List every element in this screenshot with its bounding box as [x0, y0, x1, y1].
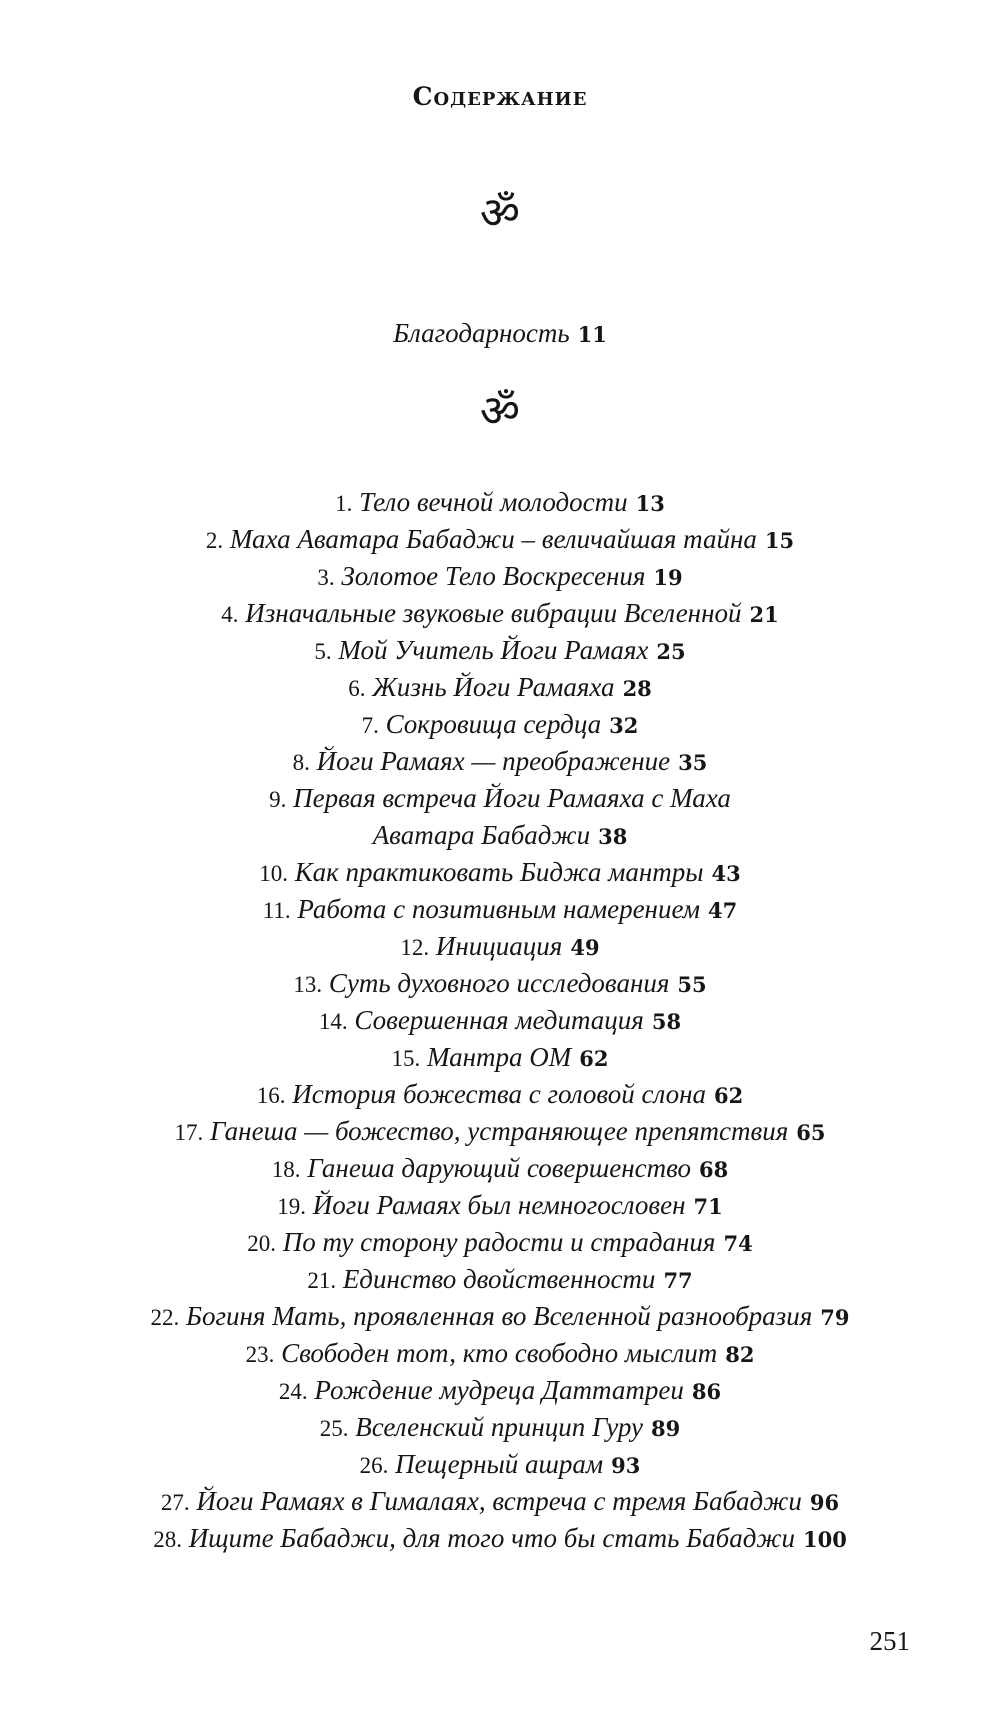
toc-entry-page: 86 [691, 1379, 722, 1404]
toc-entry-number: 17. [174, 1120, 204, 1145]
page-title: Содержание [412, 82, 588, 111]
toc-entry-page: 38 [598, 824, 628, 849]
toc-entry-title: Ищите Бабаджи, для того что бы стать Бабаджи [188, 1523, 795, 1553]
toc-entry [0, 1298, 1000, 1335]
toc-entry-number: 18. [271, 1157, 301, 1182]
toc-entry [0, 965, 1000, 1002]
toc-entry-number: 11. [262, 898, 291, 923]
toc-entry [0, 669, 1000, 706]
om-symbol-icon [470, 380, 530, 440]
toc-entry [0, 891, 1000, 928]
table-of-contents [0, 484, 1000, 1557]
svg-text:ॐ: ॐ [479, 386, 521, 437]
toc-entry-title: Йоги Рамаях в Гималаях, встреча с тремя Бабаджи [196, 1486, 802, 1516]
toc-entry [0, 1039, 1000, 1076]
toc-entry-title: Йоги Рамаях был немногословен [312, 1190, 686, 1220]
toc-entry-page: 13 [635, 491, 665, 516]
toc-entry [0, 928, 1000, 965]
toc-entry-title: Суть духовного исследования [328, 968, 670, 998]
toc-entry-number: 2. [205, 528, 224, 553]
toc-entry-page: 55 [677, 972, 707, 997]
toc-entry-title: Йоги Рамаях — преображение [316, 746, 671, 776]
toc-entry-number: 25. [319, 1416, 349, 1441]
toc-entry-title: Мантра ОМ [427, 1042, 572, 1072]
toc-entry [0, 743, 1000, 780]
toc-entry-page: 15 [764, 528, 795, 553]
toc-entry-title: Единство двойственности [342, 1264, 656, 1294]
toc-entry-number: 5. [314, 639, 332, 664]
toc-entry-number: 6. [348, 676, 366, 701]
toc-entry [0, 1076, 1000, 1113]
toc-entry-title: Ганеша — божество, устраняющее препятствия [210, 1116, 789, 1146]
toc-entry [0, 1446, 1000, 1483]
toc-entry [0, 521, 1000, 558]
toc-entry-title: Ганеша дарующий совершенство [307, 1153, 692, 1183]
toc-entry-title: История божества с головой слона [292, 1079, 707, 1109]
toc-entry-number: 7. [361, 713, 379, 738]
toc-entry-page: 35 [678, 750, 708, 775]
toc-entry [0, 1113, 1000, 1150]
toc-entry [0, 1409, 1000, 1446]
toc-entry-title: Изначальные звуковые вибрации Вселенной [245, 598, 742, 628]
toc-entry-page: 32 [609, 713, 639, 738]
toc-entry-title: Работа с позитивным намерением [297, 894, 700, 924]
toc-entry-title: Аватара Бабаджи [372, 820, 591, 850]
toc-entry-page: 43 [711, 861, 741, 886]
toc-entry [0, 1187, 1000, 1224]
toc-entry-title: Богиня Мать, проявленная во Вселенной разнообразия [186, 1301, 813, 1331]
toc-entry [0, 595, 1000, 632]
toc-entry-number: 13. [293, 972, 323, 997]
toc-entry-number: 3. [317, 565, 335, 590]
toc-entry-title: Совершенная медитация [354, 1005, 644, 1035]
toc-entry-number: 26. [359, 1453, 389, 1478]
toc-entry-page: 89 [650, 1416, 681, 1441]
toc-entry-title: Золотое Тело Воскресения [341, 561, 646, 591]
toc-entry [0, 1224, 1000, 1261]
toc-entry-number: 15. [391, 1046, 421, 1071]
toc-entry [0, 484, 1000, 521]
toc-entry [0, 1483, 1000, 1520]
toc-entry-title: Маха Аватара Бабаджи – величайшая тайна [229, 524, 757, 554]
toc-entry-page: 77 [663, 1268, 693, 1293]
om-symbol-icon [470, 182, 530, 242]
toc-entry-title: Сокровища сердца [385, 709, 602, 739]
toc-entry-page: 28 [622, 676, 652, 701]
toc-entry-number: 10. [259, 861, 288, 886]
toc-entry [0, 1002, 1000, 1039]
toc-entry-number: 22. [150, 1305, 180, 1330]
toc-entry [0, 706, 1000, 743]
toc-entry-title: Пещерный ашрам [395, 1449, 604, 1479]
toc-entry [0, 1261, 1000, 1298]
toc-entry [0, 780, 1000, 817]
toc-entry-title: Жизнь Йоги Рамаяха [372, 672, 615, 702]
toc-entry-page: 74 [723, 1231, 753, 1256]
toc-entry-number: 9. [269, 787, 287, 812]
toc-entry [0, 1150, 1000, 1187]
toc-entry-page: 62 [714, 1083, 744, 1108]
toc-entry-page: 49 [570, 935, 600, 960]
toc-entry-page: 100 [802, 1527, 847, 1552]
toc-entry-number: 24. [278, 1379, 308, 1404]
toc-entry-page: 82 [725, 1342, 755, 1367]
toc-entry-number: 28. [153, 1527, 182, 1552]
toc-entry-title: Первая встреча Йоги Рамаяха с Маха [293, 783, 731, 813]
toc-entry-number: 1. [335, 491, 353, 516]
toc-entry-number: 4. [221, 602, 239, 627]
toc-entry-number: 16. [256, 1083, 286, 1108]
toc-entry [0, 558, 1000, 595]
toc-entry-continued [0, 817, 1000, 854]
toc-entry [0, 632, 1000, 669]
toc-entry-title: Вселенский принцип Гуру [355, 1412, 643, 1442]
toc-entry-number: 23. [245, 1342, 275, 1367]
acknowledgement-entry [0, 318, 1000, 349]
toc-entry-page: 65 [796, 1120, 826, 1145]
toc-entry-page: 62 [579, 1046, 609, 1071]
toc-entry-title: Инициация [435, 931, 563, 961]
toc-entry-page: 47 [708, 898, 738, 923]
acknowledgement-title: Благодарность [393, 318, 570, 348]
toc-entry-number: 12. [400, 935, 430, 960]
toc-entry-title: Тело вечной молодости [359, 487, 628, 517]
acknowledgement-page: 11 [577, 322, 607, 347]
toc-entry [0, 1335, 1000, 1372]
page-number: 251 [869, 1626, 910, 1656]
toc-entry-number: 20. [247, 1231, 277, 1256]
toc-entry [0, 1372, 1000, 1409]
toc-entry [0, 1520, 1000, 1557]
toc-entry [0, 854, 1000, 891]
toc-entry-page: 71 [693, 1194, 723, 1219]
toc-entry-title: Свободен тот, кто свободно мыслит [281, 1338, 718, 1368]
toc-entry-number: 19. [277, 1194, 307, 1219]
toc-entry-page: 58 [651, 1009, 682, 1034]
toc-entry-page: 21 [749, 602, 779, 627]
svg-text:ॐ: ॐ [479, 188, 521, 239]
toc-entry-title: Как практиковать Биджа мантры [294, 857, 704, 887]
toc-entry-number: 8. [292, 750, 310, 775]
toc-entry-page: 96 [809, 1490, 840, 1515]
toc-entry-title: Мой Учитель Йоги Рамаях [338, 635, 649, 665]
toc-entry-title: Рождение мудреца Даттатреи [314, 1375, 684, 1405]
toc-entry-page: 79 [820, 1305, 850, 1330]
toc-entry-page: 25 [656, 639, 686, 664]
toc-entry-number: 27. [160, 1490, 190, 1515]
toc-entry-page: 19 [653, 565, 683, 590]
toc-entry-number: 14. [318, 1009, 348, 1034]
toc-entry-page: 68 [699, 1157, 729, 1182]
toc-entry-number: 21. [307, 1268, 337, 1293]
toc-entry-page: 93 [611, 1453, 641, 1478]
toc-entry-title: По ту сторону радости и страдания [282, 1227, 716, 1257]
